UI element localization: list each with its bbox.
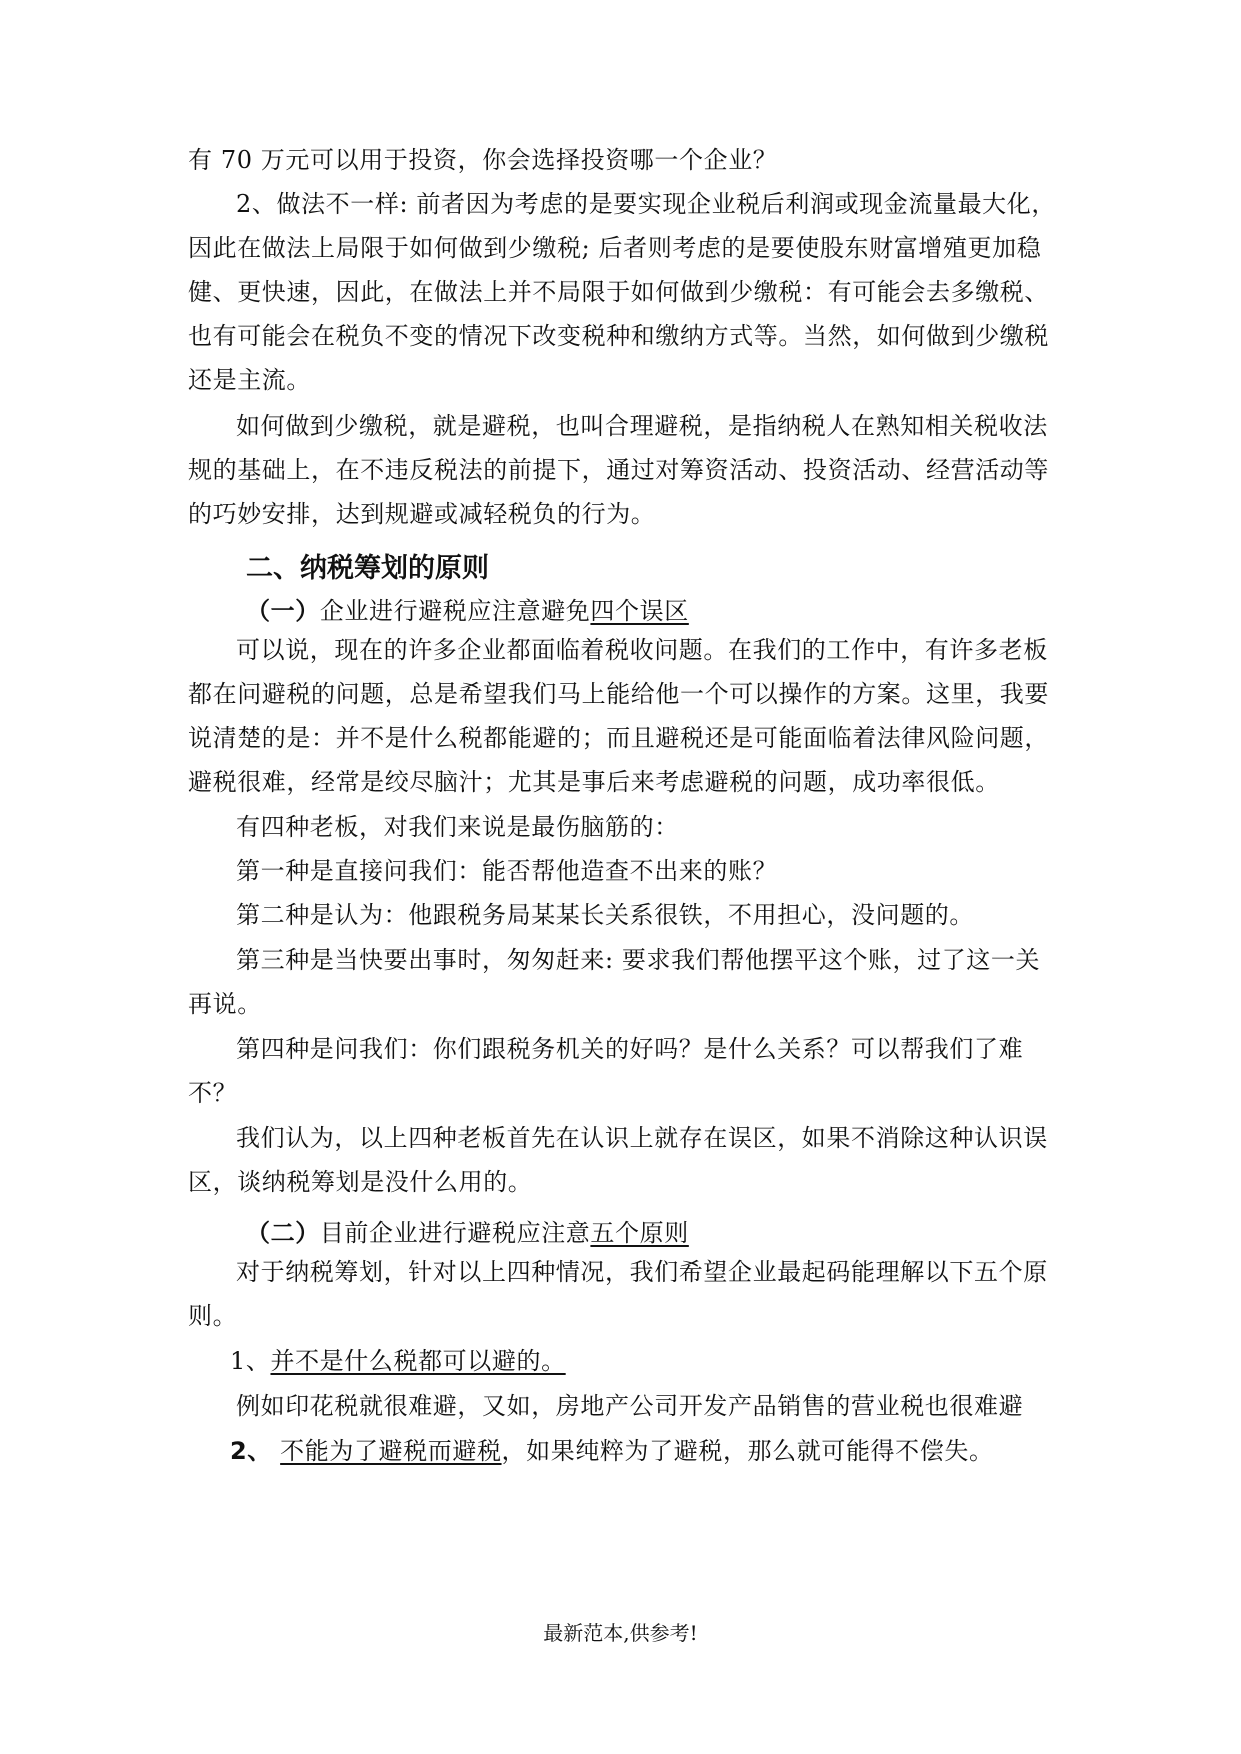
paragraph-line: 区，谈纳税筹划是没什么用的。 [188, 1168, 533, 1196]
paragraph-line: 都在问避税的问题，总是希望我们马上能给他一个可以操作的方案。这里，我要 [188, 680, 1049, 708]
paragraph-line: 有 70 万元可以用于投资，你会选择投资哪一个企业？ [188, 146, 778, 174]
paragraph-line: 因此在做法上局限于如何做到少缴税; 后者则考虑的是要使股东财富增殖更加稳 [188, 234, 1042, 262]
subsection-text: 目前企业进行避税应注意 [319, 1219, 591, 1247]
list-item-text: 并不是什么税都可以避的。 [270, 1347, 566, 1375]
paragraph-line: 的巧妙安排，达到规避或减轻税负的行为。 [188, 500, 656, 528]
subsection-underlined: 四个误区 [590, 597, 689, 625]
list-item-underlined: 不能为了避税而避税 [280, 1437, 502, 1465]
paragraph-line: 不？ [188, 1079, 238, 1107]
paragraph-line: 第一种是直接问我们：能否帮他造查不出来的账？ [236, 857, 778, 885]
paragraph-line: 我们认为，以上四种老板首先在认识上就存在误区，如果不消除这种认识误 [236, 1124, 1048, 1152]
subsection-underlined: 五个原则 [590, 1219, 689, 1247]
paragraph-line: 第二种是认为：他跟税务局某某长关系很铁，不用担心，没问题的。 [236, 901, 974, 929]
subsection-text: 企业进行避税应注意避免 [319, 597, 591, 625]
list-item-2 [230, 1437, 994, 1465]
list-item-1 [230, 1347, 566, 1375]
list-item-text: ，如果纯粹为了避税，那么就可能得不偿失。 [501, 1437, 994, 1465]
paragraph-line: 说清楚的是：并不是什么税都能避的；而且避税还是可能面临着法律风险问题， [188, 724, 1049, 752]
subsection-number: （二） [246, 1219, 320, 1247]
paragraph-line: 例如印花税就很难避，又如，房地产公司开发产品销售的营业税也很难避 [236, 1392, 1024, 1420]
list-item-number: 2、 [230, 1437, 272, 1465]
subsection-heading-1 [246, 591, 689, 626]
paragraph-line: 第三种是当快要出事时，匆匆赶来: 要求我们帮他摆平这个账，过了这一关 [236, 946, 1041, 974]
paragraph-line: 还是主流。 [188, 366, 311, 394]
section-heading: 二、纳税筹划的原则 [246, 553, 489, 584]
page-footer: 最新范本,供参考! [543, 1621, 698, 1645]
paragraph-line: 如何做到少缴税，就是避税，也叫合理避税，是指纳税人在熟知相关税收法 [236, 412, 1048, 440]
paragraph-line: 2、做法不一样: 前者因为考虑的是要实现企业税后利润或现金流量最大化， [236, 190, 1056, 218]
paragraph-line: 则。 [188, 1302, 238, 1330]
paragraph-line: 避税很难，经常是绞尽脑汁；尤其是事后来考虑避税的问题，成功率很低。 [188, 768, 1000, 796]
paragraph-line: 对于纳税筹划，针对以上四种情况，我们希望企业最起码能理解以下五个原 [236, 1258, 1048, 1286]
list-item-number: 1、 [230, 1347, 271, 1375]
paragraph-line: 第四种是问我们：你们跟税务机关的好吗？是什么关系？可以帮我们了难 [236, 1035, 1024, 1063]
paragraph-line: 规的基础上，在不违反税法的前提下，通过对筹资活动、投资活动、经营活动等 [188, 456, 1049, 484]
paragraph-line: 有四种老板，对我们来说是最伤脑筋的： [236, 813, 679, 841]
paragraph-line: 再说。 [188, 990, 262, 1018]
subsection-number: （一） [246, 597, 320, 625]
paragraph-line: 也有可能会在税负不变的情况下改变税种和缴纳方式等。当然，如何做到少缴税 [188, 322, 1049, 350]
paragraph-line: 健、更快速，因此，在做法上并不局限于如何做到少缴税：有可能会去多缴税、 [188, 278, 1049, 306]
subsection-heading-2 [246, 1213, 689, 1248]
paragraph-line: 可以说，现在的许多企业都面临着税收问题。在我们的工作中，有许多老板 [236, 636, 1048, 664]
